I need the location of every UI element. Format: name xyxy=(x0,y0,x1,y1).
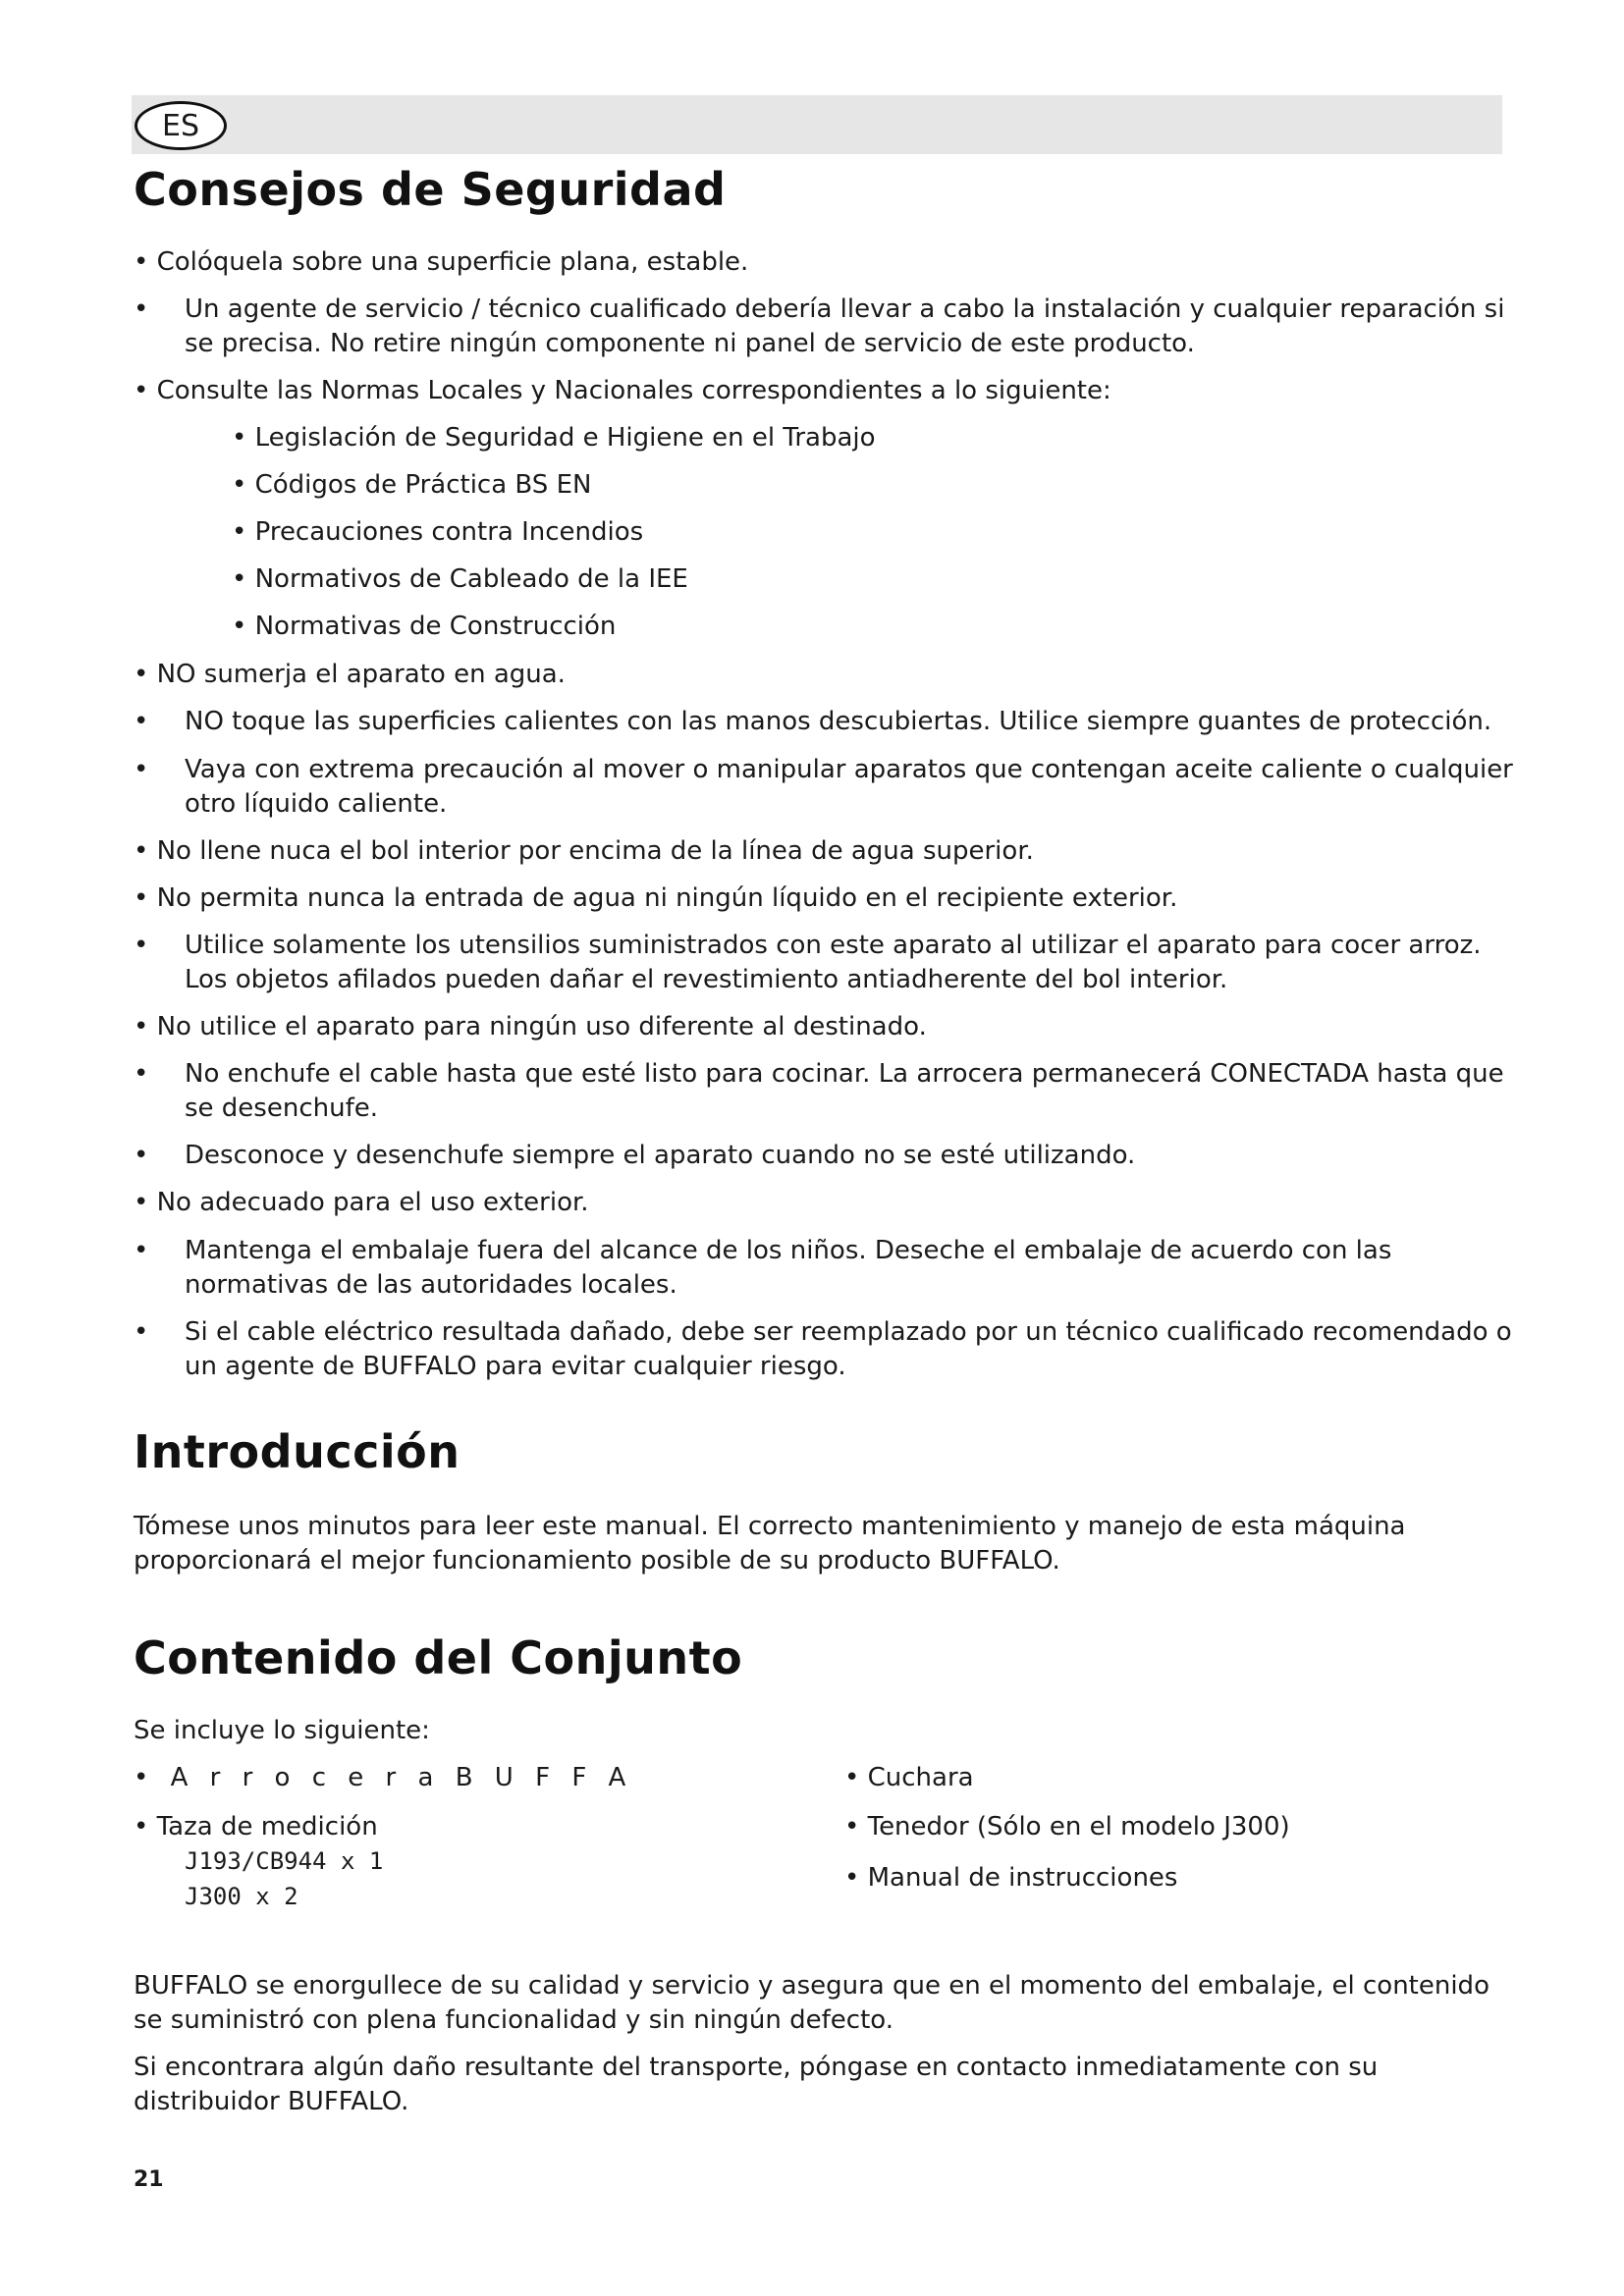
contents-paragraph: BUFFALO se enorgullece de su calidad y servicio y asegura que en el momento del embalaje, el contenido xyxy=(134,1971,1489,2001)
intro-text: proporcionará el mejor funcionamiento posible de su producto BUFFALO. xyxy=(134,1546,1060,1575)
cup-qty: J193/CB944 x 1 xyxy=(185,1847,384,1875)
safety-item: Utilice solamente los utensilios suministrados con este aparato al utilizar el aparato para cocer arroz. xyxy=(185,931,1482,960)
safety-item: • No utilice el aparato para ningún uso diferente al destinado. xyxy=(134,1012,927,1041)
safety-item-cont: se desenchufe. xyxy=(185,1094,378,1123)
safety-title: Consejos de Seguridad xyxy=(134,163,727,216)
bullet-icon: • xyxy=(134,931,149,960)
sub-item: • Códigos de Práctica BS EN xyxy=(232,470,592,500)
bullet-icon: • xyxy=(134,1059,149,1089)
safety-item: • No adecuado para el uso exterior. xyxy=(134,1188,589,1217)
language-badge: ES xyxy=(135,101,227,150)
safety-item: • No permita nunca la entrada de agua ni ningún líquido en el recipiente exterior. xyxy=(134,883,1178,913)
sub-item: • Legislación de Seguridad e Higiene en el Trabajo xyxy=(232,423,876,453)
bullet-icon: • xyxy=(134,1317,149,1347)
contents-item-spoon: • Cuchara xyxy=(844,1763,974,1792)
contents-item-rice-cooker: • A r r o c e r a B U F F A xyxy=(134,1763,626,1792)
contents-paragraph: se suministró con plena funcionalidad y sin ningún defecto. xyxy=(134,2005,893,2035)
safety-item: • Colóquela sobre una superficie plana, estable. xyxy=(134,247,749,277)
bullet-icon: • xyxy=(134,294,149,324)
intro-text: Tómese unos minutos para leer este manual. El correcto mantenimiento y manejo de esta máquina xyxy=(134,1512,1406,1541)
contents-paragraph: distribuidor BUFFALO. xyxy=(134,2087,409,2116)
safety-item: • NO sumerja el aparato en agua. xyxy=(134,660,566,689)
safety-item: Desconoce y desenchufe siempre el aparato cuando no se esté utilizando. xyxy=(185,1141,1136,1170)
sub-item: • Precauciones contra Incendios xyxy=(232,517,644,547)
language-bar xyxy=(132,95,1502,154)
bullet-icon: • xyxy=(134,1236,149,1265)
safety-item: • Consulte las Normas Locales y Nacionales correspondientes a lo siguiente: xyxy=(134,376,1111,405)
sub-item: • Normativos de Cableado de la IEE xyxy=(232,564,688,594)
page-number: 21 xyxy=(134,2167,164,2192)
safety-item-cont: Los objetos afilados pueden dañar el revestimiento antiadherente del bol interior. xyxy=(185,965,1228,994)
safety-item: Si el cable eléctrico resultada dañado, debe ser reemplazado por un técnico cualificado recomendado o xyxy=(185,1317,1512,1347)
safety-item: NO toque las superficies calientes con las manos descubiertas. Utilice siempre guantes de protección. xyxy=(185,707,1492,736)
safety-item-cont: normativas de las autoridades locales. xyxy=(185,1270,677,1300)
safety-item: • No llene nuca el bol interior por encima de la línea de agua superior. xyxy=(134,836,1034,866)
cup-qty: J300 x 2 xyxy=(185,1883,298,1910)
bullet-icon: • xyxy=(134,755,149,784)
contents-paragraph: Si encontrara algún daño resultante del transporte, póngase en contacto inmediatamente con su xyxy=(134,2053,1379,2082)
safety-item-cont: un agente de BUFFALO para evitar cualquier riesgo. xyxy=(185,1352,846,1381)
safety-item-cont: se precisa. No retire ningún componente ni panel de servicio de este producto. xyxy=(185,329,1195,358)
intro-title: Introducción xyxy=(134,1425,460,1478)
bullet-icon: • xyxy=(134,1141,149,1170)
safety-item: Un agente de servicio / técnico cualificado debería llevar a cabo la instalación y cualquier reparación si xyxy=(185,294,1505,324)
contents-lead: Se incluye lo siguiente: xyxy=(134,1716,430,1745)
contents-item-fork: • Tenedor (Sólo en el modelo J300) xyxy=(844,1812,1290,1842)
contents-item-manual: • Manual de instrucciones xyxy=(844,1863,1178,1893)
safety-item: No enchufe el cable hasta que esté listo para cocinar. La arrocera permanecerá CONECTADA hasta que xyxy=(185,1059,1504,1089)
contents-item-cup: • Taza de medición xyxy=(134,1812,378,1842)
contents-title: Contenido del Conjunto xyxy=(134,1631,743,1684)
bullet-icon: • xyxy=(134,707,149,736)
safety-item: Mantenga el embalaje fuera del alcance de los niños. Deseche el embalaje de acuerdo con las xyxy=(185,1236,1392,1265)
safety-item: Vaya con extrema precaución al mover o manipular aparatos que contengan aceite caliente o cualquier xyxy=(185,755,1513,784)
safety-item-cont: otro líquido caliente. xyxy=(185,789,448,819)
sub-item: • Normativas de Construcción xyxy=(232,612,617,641)
